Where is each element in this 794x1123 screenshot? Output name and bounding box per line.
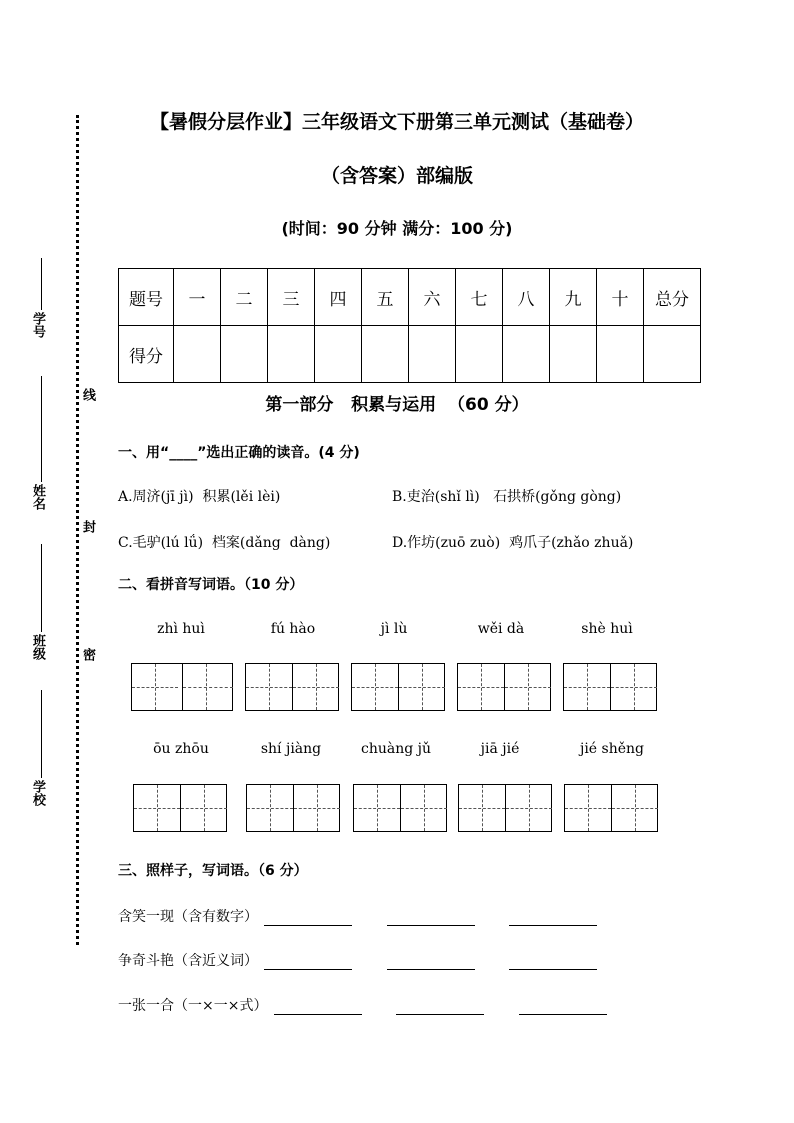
seal-char-line: 线 bbox=[80, 388, 95, 401]
writing-grid[interactable] bbox=[131, 663, 233, 711]
score-cell[interactable] bbox=[503, 326, 550, 383]
margin-blank-student-id[interactable] bbox=[41, 258, 42, 310]
score-cell[interactable] bbox=[597, 326, 644, 383]
writing-grid[interactable] bbox=[351, 663, 445, 711]
answer-blank[interactable] bbox=[264, 955, 352, 970]
margin-blank-school[interactable] bbox=[41, 690, 42, 778]
page-title: 【暑假分层作业】三年级语文下册第三单元测试（基础卷） bbox=[149, 111, 644, 133]
page-subtitle: （含答案）部编版 bbox=[320, 165, 473, 187]
q3-item-prompt: 含笑一现（含有数字） bbox=[118, 909, 258, 925]
table-cell: 九 bbox=[550, 269, 597, 326]
table-cell: 总分 bbox=[644, 269, 701, 326]
q1-option-b[interactable]: B.吏治(shǐ lì) 石拱桥(gǒng gòng) bbox=[392, 489, 622, 505]
score-table-score-row bbox=[119, 326, 701, 383]
table-cell: 四 bbox=[315, 269, 362, 326]
writing-grid[interactable] bbox=[246, 784, 340, 832]
pinyin-label: ōu zhōu bbox=[153, 741, 209, 757]
answer-blank[interactable] bbox=[509, 911, 597, 926]
score-cell[interactable] bbox=[221, 326, 268, 383]
writing-grid[interactable] bbox=[245, 663, 339, 711]
q1-option-d[interactable]: D.作坊(zuō zuò) 鸡爪子(zhǎo zhuǎ) bbox=[392, 535, 634, 551]
q3-item bbox=[118, 950, 597, 970]
pinyin-label: shí jiàng bbox=[260, 741, 322, 757]
answer-blank[interactable] bbox=[387, 955, 475, 970]
score-cell[interactable] bbox=[644, 326, 701, 383]
writing-grid[interactable] bbox=[133, 784, 227, 832]
score-cell[interactable] bbox=[268, 326, 315, 383]
answer-blank[interactable] bbox=[509, 955, 597, 970]
pinyin-label: jié shěng bbox=[579, 741, 645, 757]
score-table bbox=[118, 268, 701, 383]
table-cell: 题号 bbox=[119, 269, 174, 326]
q1-option-a[interactable]: A.周济(jī jì) 积累(lěi lèi) bbox=[118, 489, 281, 505]
q3-item-prompt: 一张一合（一×一×式） bbox=[118, 998, 268, 1014]
writing-grid[interactable] bbox=[353, 784, 447, 832]
q3-item bbox=[118, 995, 607, 1015]
time-info: (时间：90 分钟 满分：100 分) bbox=[281, 219, 513, 238]
answer-blank[interactable] bbox=[519, 1000, 607, 1015]
answer-blank[interactable] bbox=[396, 1000, 484, 1015]
pinyin-label: jì lù bbox=[380, 621, 408, 637]
table-cell: 一 bbox=[174, 269, 221, 326]
score-cell[interactable] bbox=[174, 326, 221, 383]
q3-item-prompt: 争奇斗艳（含近义词） bbox=[118, 953, 258, 969]
pinyin-label: wěi dà bbox=[477, 621, 525, 637]
table-cell: 得分 bbox=[119, 326, 174, 383]
table-cell: 六 bbox=[409, 269, 456, 326]
table-cell: 五 bbox=[362, 269, 409, 326]
margin-label-school: 学校 bbox=[30, 780, 45, 806]
pinyin-label: shè huì bbox=[581, 621, 633, 637]
q3-item bbox=[118, 906, 597, 926]
answer-blank[interactable] bbox=[274, 1000, 362, 1015]
table-cell: 二 bbox=[221, 269, 268, 326]
pinyin-label: chuàng jǔ bbox=[360, 741, 431, 757]
part1-heading: 第一部分 积累与运用 （60 分） bbox=[265, 395, 529, 415]
q1-heading: 一、用“____”选出正确的读音。(4 分) bbox=[118, 445, 360, 461]
table-cell: 十 bbox=[597, 269, 644, 326]
writing-grid[interactable] bbox=[457, 663, 551, 711]
table-cell: 七 bbox=[456, 269, 503, 326]
score-cell[interactable] bbox=[362, 326, 409, 383]
score-cell[interactable] bbox=[315, 326, 362, 383]
score-cell[interactable] bbox=[456, 326, 503, 383]
table-cell: 三 bbox=[268, 269, 315, 326]
answer-blank[interactable] bbox=[264, 911, 352, 926]
writing-grid[interactable] bbox=[458, 784, 552, 832]
pinyin-label: fú hào bbox=[270, 621, 316, 637]
answer-blank[interactable] bbox=[387, 911, 475, 926]
pinyin-label: jiā jié bbox=[480, 741, 520, 757]
q3-heading: 三、照样子，写词语。（6 分） bbox=[118, 863, 308, 879]
margin-label-name: 姓名 bbox=[30, 484, 45, 510]
margin-blank-class[interactable] bbox=[41, 544, 42, 632]
score-cell[interactable] bbox=[409, 326, 456, 383]
pinyin-label: zhì huì bbox=[157, 621, 205, 637]
score-cell[interactable] bbox=[550, 326, 597, 383]
q1-option-c[interactable]: C.毛驴(lú lǘ) 档案(dǎng dàng) bbox=[118, 535, 331, 551]
q2-heading: 二、看拼音写词语。（10 分） bbox=[118, 577, 304, 593]
margin-label-class: 班级 bbox=[30, 634, 45, 660]
seal-char-secret: 密 bbox=[80, 648, 95, 661]
margin-label-student-id: 学号 bbox=[30, 312, 45, 338]
seal-char-seal: 封 bbox=[80, 520, 95, 533]
score-table-header-row bbox=[119, 269, 701, 326]
table-cell: 八 bbox=[503, 269, 550, 326]
writing-grid[interactable] bbox=[564, 784, 658, 832]
writing-grid[interactable] bbox=[563, 663, 657, 711]
